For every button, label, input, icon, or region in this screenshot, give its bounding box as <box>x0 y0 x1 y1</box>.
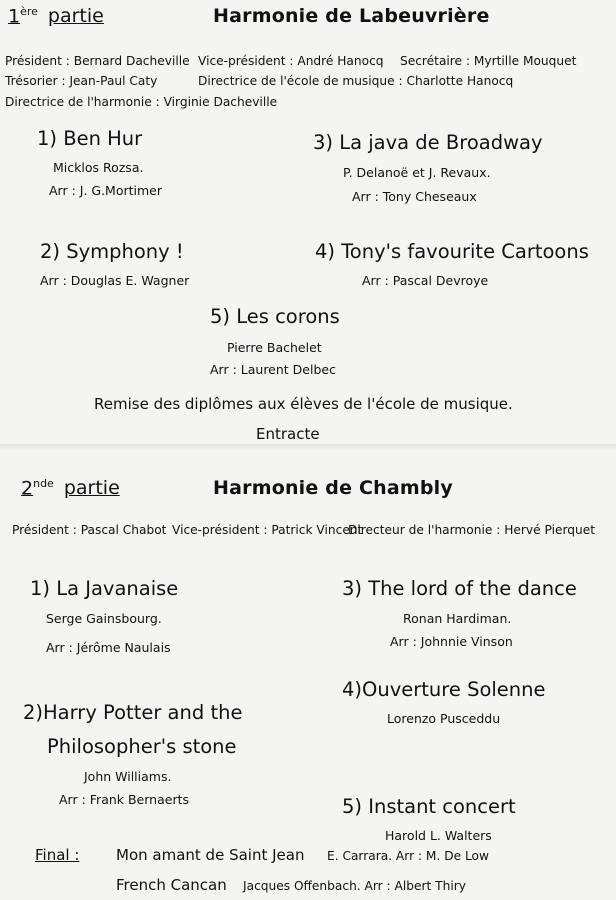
part2-piece-title: 2)Harry Potter and the <box>23 701 243 724</box>
part2-piece-title: 1) La Javanaise <box>30 577 179 600</box>
part2-piece-title: 4)Ouverture Solenne <box>342 678 546 701</box>
part1-suffix: ère <box>20 5 38 18</box>
part2-president: Président : Pascal Chabot <box>12 523 167 537</box>
part2-piece-arranger: Arr : Johnnie Vinson <box>390 634 513 649</box>
part1-piece-composer: Micklos Rozsa. <box>53 160 144 175</box>
part2-piece-composer: Ronan Hardiman. <box>403 611 512 626</box>
part1-piece-arranger: Arr : J. G.Mortimer <box>49 183 163 198</box>
final-item-title: Mon amant de Saint Jean <box>116 846 305 864</box>
part1-school-director: Directrice de l'école de musique : Charlotte Hanocq <box>198 74 514 88</box>
part1-word: partie <box>47 5 104 28</box>
part2-vice-president: Vice-président : Patrick Vincent <box>172 523 363 537</box>
part1-piece-composer: P. Delanoë et J. Revaux. <box>343 165 491 180</box>
part2-ensemble-title: Harmonie de Chambly <box>213 477 453 499</box>
part1-piece-title: 3) La java de Broadway <box>313 131 543 154</box>
part1-vice-president: Vice-président : André Hanocq <box>198 54 384 68</box>
part1-piece-arranger: Arr : Tony Cheseaux <box>352 189 477 204</box>
part2-piece-composer: Lorenzo Pusceddu <box>387 711 501 726</box>
part2-piece-title-line2: Philosopher's stone <box>47 735 237 758</box>
part2-piece-arranger: Arr : Jérôme Naulais <box>46 640 171 655</box>
part2-piece-title: 3) The lord of the dance <box>342 577 577 600</box>
part2-suffix: nde <box>33 477 54 490</box>
final-label: Final : <box>35 846 80 864</box>
part2-director: Directeur de l'harmonie : Hervé Pierquet <box>348 523 595 537</box>
part1-piece-title: 2) Symphony ! <box>40 240 184 263</box>
part1-secretary: Secrétaire : Myrtille Mouquet <box>400 54 577 68</box>
part1-heading <box>8 5 104 27</box>
final-item-title: French Cancan <box>116 876 227 894</box>
diploma-ceremony: Remise des diplômes aux élèves de l'école de musique. <box>94 395 513 413</box>
paper-fold <box>0 444 616 450</box>
part1-piece-title: 1) Ben Hur <box>37 127 143 150</box>
part1-treasurer: Trésorier : Jean-Paul Caty <box>5 74 158 88</box>
part2-number: 2 <box>21 477 34 500</box>
final-item-credit: Jacques Offenbach. Arr : Albert Thiry <box>243 879 466 893</box>
part2-piece-composer: Serge Gainsbourg. <box>46 611 162 626</box>
part2-piece-arranger: Arr : Frank Bernaerts <box>59 792 189 807</box>
part1-piece-composer: Pierre Bachelet <box>227 340 322 355</box>
part1-piece-arranger: Arr : Douglas E. Wagner <box>40 273 190 288</box>
part2-piece-composer: John Williams. <box>84 769 172 784</box>
part1-president: Président : Bernard Dacheville <box>5 54 190 68</box>
part1-piece-title: 4) Tony's favourite Cartoons <box>315 240 589 263</box>
part2-heading <box>21 477 120 499</box>
part2-piece-title: 5) Instant concert <box>342 795 516 818</box>
part1-piece-arranger: Arr : Laurent Delbec <box>210 362 336 377</box>
final-item-credit: E. Carrara. Arr : M. De Low <box>327 849 489 863</box>
part1-ensemble-title: Harmonie de Labeuvrière <box>213 5 490 27</box>
part2-word: partie <box>63 477 120 500</box>
part2-piece-composer: Harold L. Walters <box>385 828 492 843</box>
part1-piece-arranger: Arr : Pascal Devroye <box>362 273 489 288</box>
part1-harmony-director: Directrice de l'harmonie : Virginie Dacheville <box>5 95 278 109</box>
part1-piece-title: 5) Les corons <box>210 305 340 328</box>
intermission: Entracte <box>256 425 320 443</box>
part1-number: 1 <box>8 5 21 28</box>
